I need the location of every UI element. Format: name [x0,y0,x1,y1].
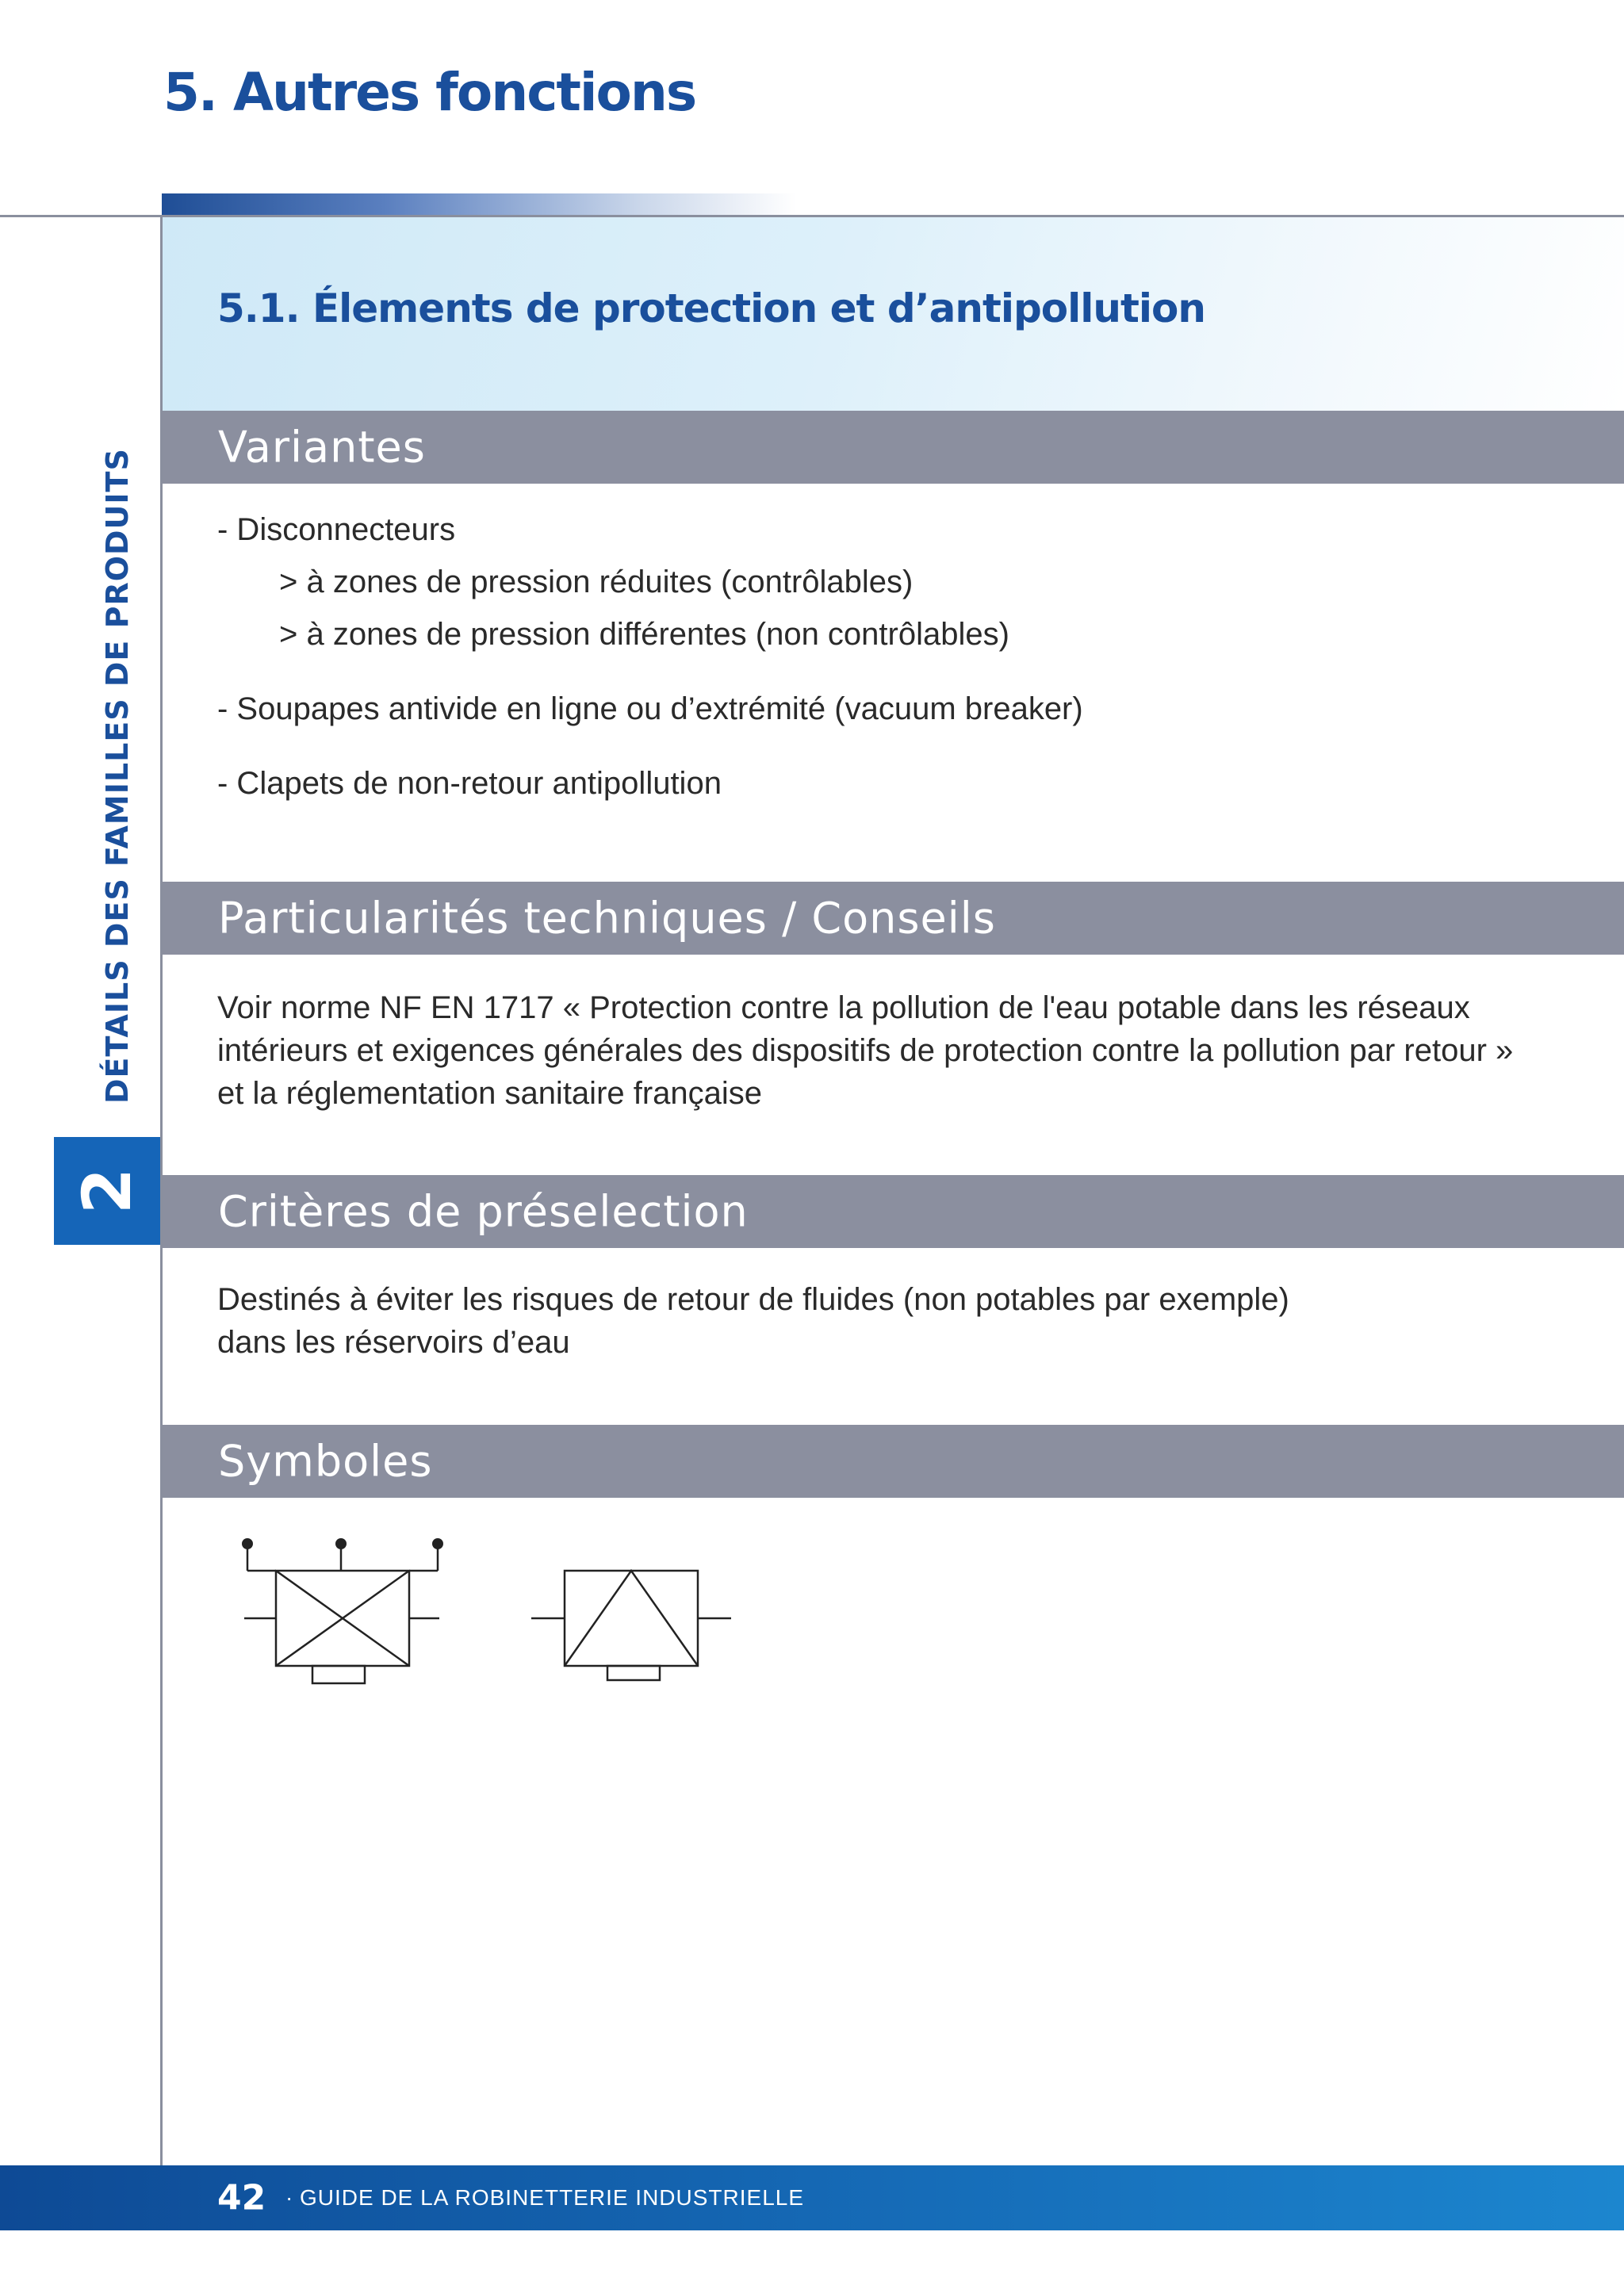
symboles-heading: Symboles [218,1436,433,1487]
text-line: intérieurs et exigences générales des dispositifs de protection contre la pollution par retour » [217,1033,1514,1068]
text-line: et la réglementation sanitaire française [217,1076,763,1111]
particularites-heading-bar [163,882,1624,955]
list-item: - Clapets de non-retour antipollution [217,766,722,801]
particularites-text [217,986,1513,1115]
text-line: Destinés à éviter les risques de retour de fluides (non potables par exemple) [217,1282,1289,1317]
list-item: > à zones de pression différentes (non contrôlables) [279,617,1009,652]
criteres-heading: Critères de préselection [218,1186,749,1237]
text-line: dans les réservoirs d’eau [217,1325,570,1360]
footer-bar [0,2165,1624,2230]
page-number: 42 [217,2177,266,2218]
symbols-area [230,1526,753,1713]
chapter-tab [54,1137,160,1245]
text-line: Voir norme NF EN 1717 « Protection contre la pollution de l'eau potable dans les réseaux [217,990,1470,1025]
criteres-heading-bar [163,1175,1624,1248]
section-title: 5.1. Élements de protection et d’antipollution [217,285,1205,331]
sidebar-label: DÉTAILS DES FAMILLES DE PRODUITS [100,448,135,1104]
chapter-number: 2 [68,1167,146,1215]
footer-separator: · [285,2185,293,2210]
list-item: - Disconnecteurs [217,512,456,547]
criteres-text [217,1278,1289,1364]
chapter-title: 5. Autres fonctions [163,62,696,123]
variantes-heading: Variantes [218,422,426,473]
list-item: > à zones de pression réduites (contrôlables) [279,565,914,599]
disconnector-symbol-icon [230,1526,753,1709]
variantes-heading-bar [163,411,1624,484]
symboles-heading-bar [163,1425,1624,1498]
list-item: - Soupapes antivide en ligne ou d’extrémité (vacuum breaker) [217,691,1083,726]
footer-title: GUIDE DE LA ROBINETTERIE INDUSTRIELLE [300,2185,805,2210]
header-gradient-bar [162,193,796,216]
particularites-heading: Particularités techniques / Conseils [218,893,996,944]
